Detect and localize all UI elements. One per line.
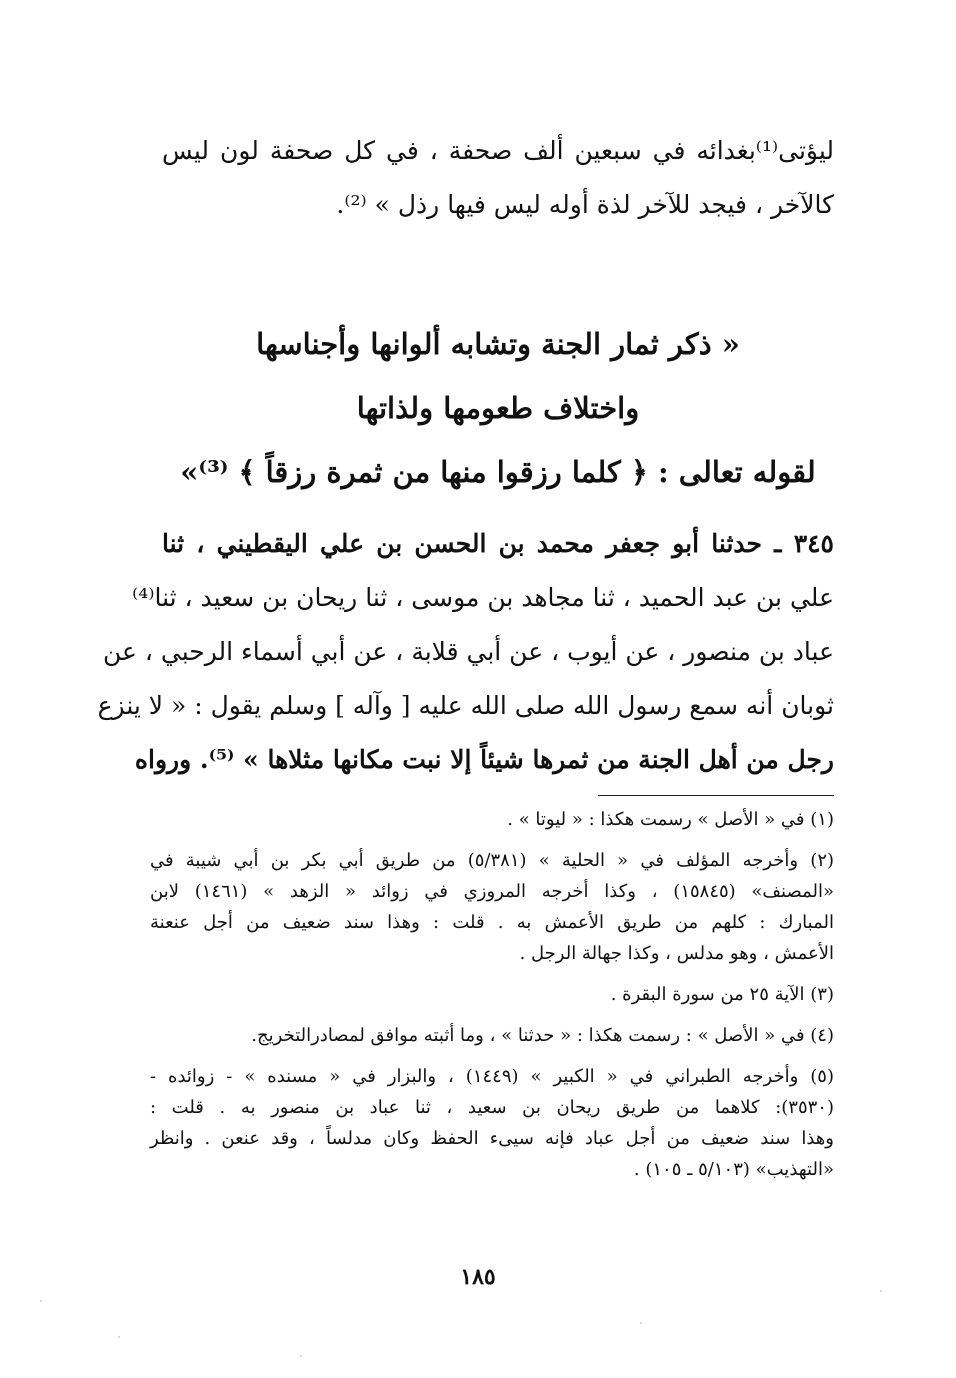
heading-line: لقوله تعالى : ﴿ كلما رزقوا منها من ثمرة رزقاً ﴾ ⁽³⁾» bbox=[180, 455, 816, 489]
footnote-line: المبارك : كلهم من طريق الأعمش به . قلت : وهذا سند ضعيف من أجل عنعنة bbox=[150, 912, 834, 933]
hadith-line: ٣٤٥ ـ حدثنا أبو جعفر محمد بن الحسن بن علي اليقطيني ، ثنا bbox=[162, 529, 834, 558]
scan-speck bbox=[118, 1336, 120, 1338]
footnote-line: «التهذيب» (٥/١٠٣ ـ ١٠٥) . bbox=[633, 1159, 834, 1180]
scan-speck bbox=[40, 1300, 42, 1302]
footnote-line: الأعمش ، وهو مدلس ، وكذا جهالة الرجل . bbox=[519, 943, 834, 964]
scan-speck bbox=[880, 1290, 882, 1292]
page-number: ١٨٥ bbox=[460, 1264, 496, 1290]
scan-speck bbox=[300, 1355, 302, 1357]
footnote-line: (٣٥٣٠): كلاهما من طريق ريحان بن سعيد ، ثنا عباد بن منصور به . قلت : bbox=[150, 1097, 834, 1118]
footnote-4 bbox=[150, 1020, 834, 1051]
heading-line: « ذكر ثمار الجنة وتشابه ألوانها وأجناسها bbox=[256, 327, 740, 361]
hadith-line: عباد بن منصور ، عن أيوب ، عن أبي قلابة ، عن أبي أسماء الرحبي ، عن bbox=[103, 637, 834, 666]
hadith-paragraph bbox=[97, 517, 834, 787]
intro-paragraph bbox=[162, 124, 834, 232]
footnote-2 bbox=[150, 845, 834, 969]
intro-line: ليؤتى⁽¹⁾بغدائه في سبعين ألف صحفة ، في كل صحفة لون ليس bbox=[162, 136, 834, 165]
footnote-5 bbox=[150, 1061, 834, 1185]
section-heading bbox=[162, 312, 834, 504]
footnote-line: (٥) وأخرجه الطبراني في « الكبير » (١٤٤٩) ، والبزار في « مسنده » - زوائده - bbox=[150, 1066, 834, 1087]
heading-line: واختلاف طعومها ولذاتها bbox=[356, 391, 640, 425]
hadith-line: رجل من أهل الجنة من ثمرها شيئاً إلا نبت مكانها مثلاها » ⁽⁵⁾. ورواه bbox=[134, 745, 834, 774]
hadith-line: ثوبان أنه سمع رسول الله صلى الله عليه [ وآله ] وسلم يقول : « لا ينزع bbox=[97, 691, 834, 720]
footnotes bbox=[150, 804, 834, 1185]
footnote-line: وهذا سند ضعيف من أجل عباد فإنه سيىء الحفظ وكان مدلساً ، وقد عنعن . وانظر bbox=[150, 1128, 834, 1149]
footnote-line: (٢) وأخرجه المؤلف في « الحلية » (٥/٣٨١) من طريق أبي بكر بن أبي شيبة في bbox=[150, 850, 835, 871]
footnote-1 bbox=[150, 804, 834, 835]
footnote-line: (٣) الآية ٢٥ من سورة البقرة . bbox=[610, 984, 834, 1005]
scan-speck bbox=[640, 1322, 642, 1324]
footnote-separator bbox=[598, 795, 834, 796]
footnote-line: (٤) في « الأصل » : رسمت هكذا : « حدثنا » ، وما أثبته موافق لمصادرالتخريج. bbox=[251, 1025, 834, 1046]
footnote-line: «المصنف» (١٥٨٤٥) ، وكذا أخرجه المروزي في زوائد « الزهد » (١٤٦١) لابن bbox=[150, 881, 835, 902]
hadith-line: علي بن عبد الحميد ، ثنا مجاهد بن موسى ، ثنا ريحان بن سعيد ، ثنا⁽⁴⁾ bbox=[132, 583, 834, 612]
footnote-3 bbox=[150, 979, 834, 1010]
footnote-line: (١) في « الأصل » رسمت هكذا : « ليوتا » . bbox=[507, 809, 834, 830]
intro-line: كالآخر ، فيجد للآخر لذة أوله ليس فيها رذل » ⁽²⁾. bbox=[336, 190, 834, 219]
